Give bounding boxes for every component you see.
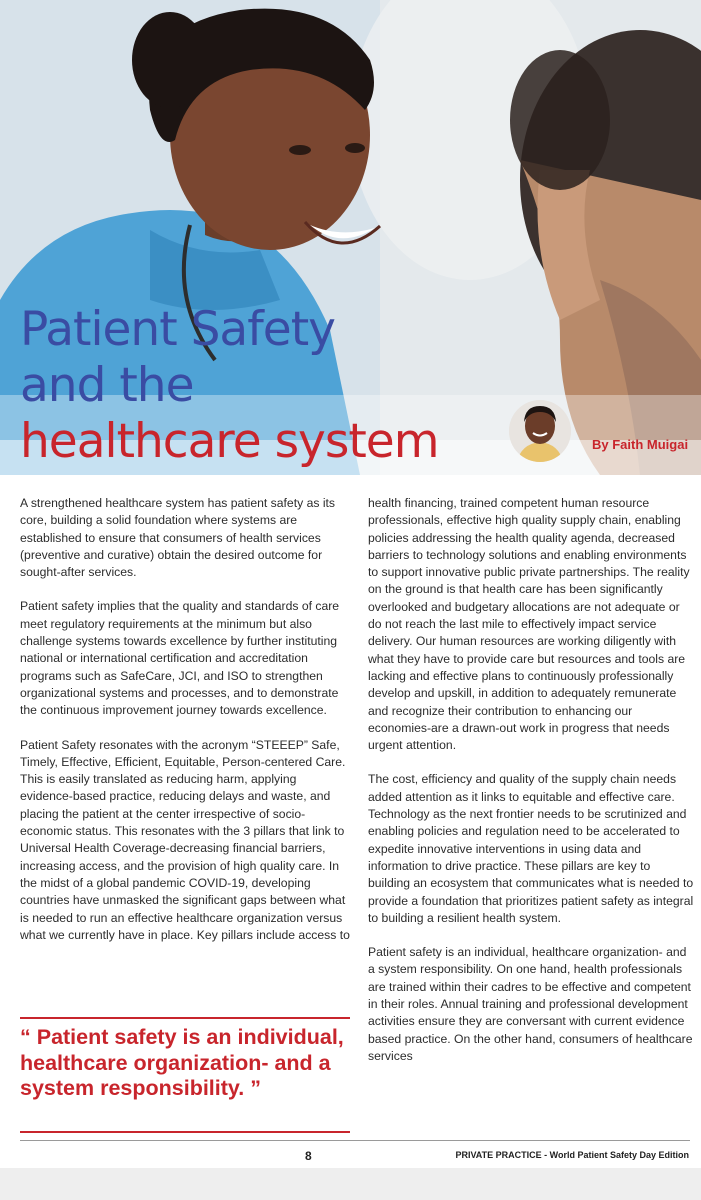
author-byline: By Faith Muigai	[592, 437, 689, 452]
paragraph: Patient Safety resonates with the acronym “STEEEP” Safe, Timely, Effective, Efficient, Equitable, Person-centered Care. This is easily translated as reducing harm, applying evidence-based practice, reducing delays and waste, and placing the patient at the center irrespective of socio-economic status. This resonates with the 3 pillars that link to Universal Health Coverage-decreasing financial barriers, increasing access, and the provision of high quality care. In the midst of a global pandemic COVID-19, developing countries have unmasked the significant gaps between what is needed to run an effective healthcare organization versus what we currently have in place. Key pillars include access to	[20, 737, 350, 942]
title-line-1: Patient Safety	[20, 302, 335, 357]
article-column-left	[20, 495, 352, 961]
article-column-right	[368, 495, 694, 1082]
pull-quote: “ Patient safety is an individual, healthcare organization- and a system responsibility. ”	[20, 1025, 344, 1100]
quote-divider-top	[20, 1017, 350, 1019]
paragraph: A strengthened healthcare system has patient safety as its core, building a solid foundation where systems are established to ensure that consumers of health services (preventive and curative) obtain the desired outcome for sought-after services.	[20, 496, 336, 580]
article-title	[20, 302, 438, 470]
paragraph: The cost, efficiency and quality of the supply chain needs added attention as it links to equitable and effective care. Technology as the next frontier needs to be scrutinized and enabling policies and regulation need to be accelerated to expedite innovative interventions in using data and information to drive practice. These pillars are key to building an ecosystem that communicates what is needed to provide a foundation that prioritizes patient safety as integral to building a resilient health system.	[368, 772, 694, 925]
page-number: 8	[305, 1149, 312, 1163]
author-portrait-icon	[509, 400, 571, 462]
title-line-3: healthcare system	[20, 414, 439, 469]
quote-divider-bottom	[20, 1131, 350, 1133]
footer-divider	[20, 1140, 690, 1141]
author-avatar	[509, 400, 571, 462]
paragraph: Patient safety implies that the quality and standards of care meet regulatory requirements at the minimum but also challenge systems towards excellence by further instituting national or international certification and accreditation programs such as SafeCare, JCI, and ISO to strengthen organizational systems and processes, and to demonstrate the continuous improvement journey towards excellence.	[20, 599, 340, 718]
edition-label: PRIVATE PRACTICE - World Patient Safety Day Edition	[455, 1150, 689, 1160]
paragraph: health financing, trained competent human resource professionals, effective high quality supply chain, enabling policies addressing the health quality agenda, decreased barriers to technology solutions and enabling environments to support innovative public private partnerships. The reality on the ground is that health care has been significantly overlooked and budgetary allocations are not adequate or do not reach the last mile to effectively impact service delivery. Our human resources are working diligently with what they have to provide care but resources and tools are lacking and effective plans to continuously professionally develop and upskill, in addition to adequately remunerate and recognize their contribution to enhancing our economies-are a drawn-out work in progress that needs urgent attention.	[368, 496, 690, 753]
paragraph: Patient safety is an individual, healthcare organization- and a system responsibility. On one hand, health professionals are trained within their cadres to be effective and competent in their roles. Annual training and professional development activities ensure they are conversant with current evidence based practice. On the other hand, consumers of healthcare services	[368, 945, 693, 1063]
title-line-2: and the	[20, 358, 194, 413]
viewer-bottom-bar	[0, 1168, 701, 1200]
